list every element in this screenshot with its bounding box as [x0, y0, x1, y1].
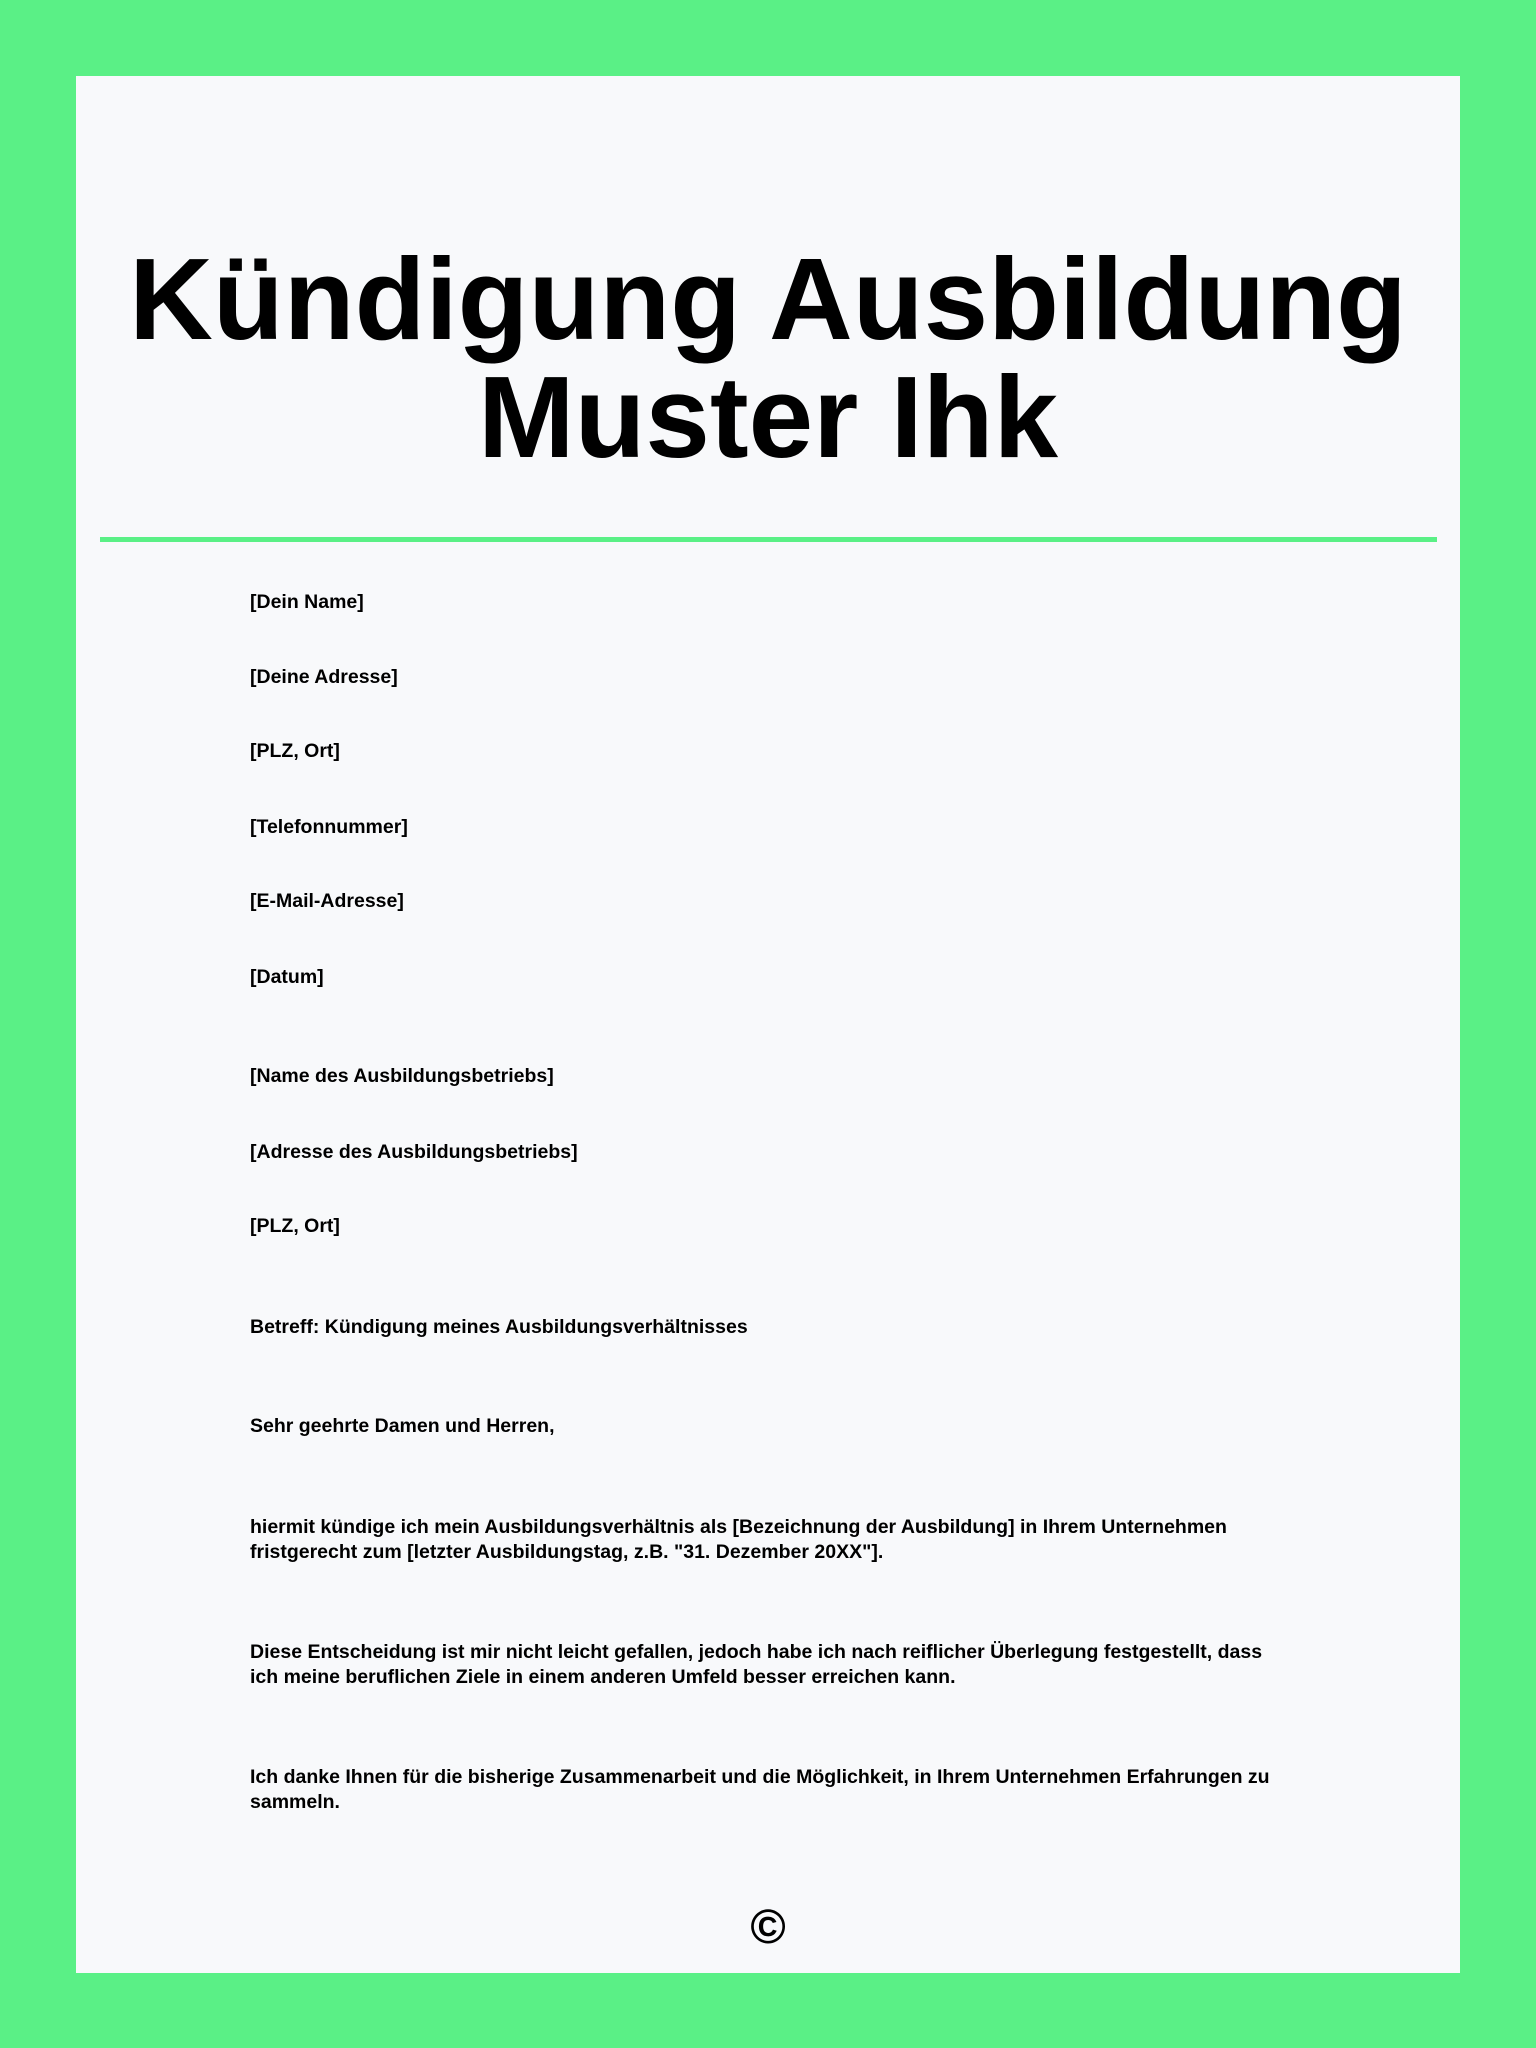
recipient-name: [Name des Ausbildungsbetriebs] [250, 1065, 554, 1087]
sender-city: [PLZ, Ort] [250, 740, 340, 762]
body-paragraph: hiermit kündige ich mein Ausbildungsverhältnis als [Bezeichnung der Ausbildung] in Ihrem Unternehmen fristgerecht zum [letzter Ausbildungstag, z.B. "31. Dezember 20XX"]. [250, 1516, 1227, 1563]
title-divider [100, 537, 1437, 542]
letter-date: [Datum] [250, 966, 324, 988]
sender-address: [Deine Adresse] [250, 666, 398, 688]
salutation: Sehr geehrte Damen und Herren, [250, 1415, 555, 1437]
body-paragraph: Diese Entscheidung ist mir nicht leicht gefallen, jedoch habe ich nach reiflicher Überlegung festgestellt, dass ich meine beruflichen Ziele in einem anderen Umfeld besser erreichen kann. [250, 1641, 1263, 1688]
page-title: Kündigung Ausbildung Muster Ihk [129, 234, 1407, 482]
subject-line: Betreff: Kündigung meines Ausbildungsverhältnisses [250, 1316, 748, 1338]
body-paragraph: Ich danke Ihnen für die bisherige Zusammenarbeit und die Möglichkeit, in Ihrem Unternehmen Erfahrungen zu sammeln. [250, 1766, 1270, 1813]
sender-name: [Dein Name] [250, 591, 364, 613]
recipient-address: [Adresse des Ausbildungsbetriebs] [250, 1141, 578, 1163]
sender-email: [E-Mail-Adresse] [250, 890, 404, 912]
copyright-icon: © [750, 1901, 786, 1954]
sender-phone: [Telefonnummer] [250, 816, 408, 838]
recipient-city: [PLZ, Ort] [250, 1215, 340, 1237]
